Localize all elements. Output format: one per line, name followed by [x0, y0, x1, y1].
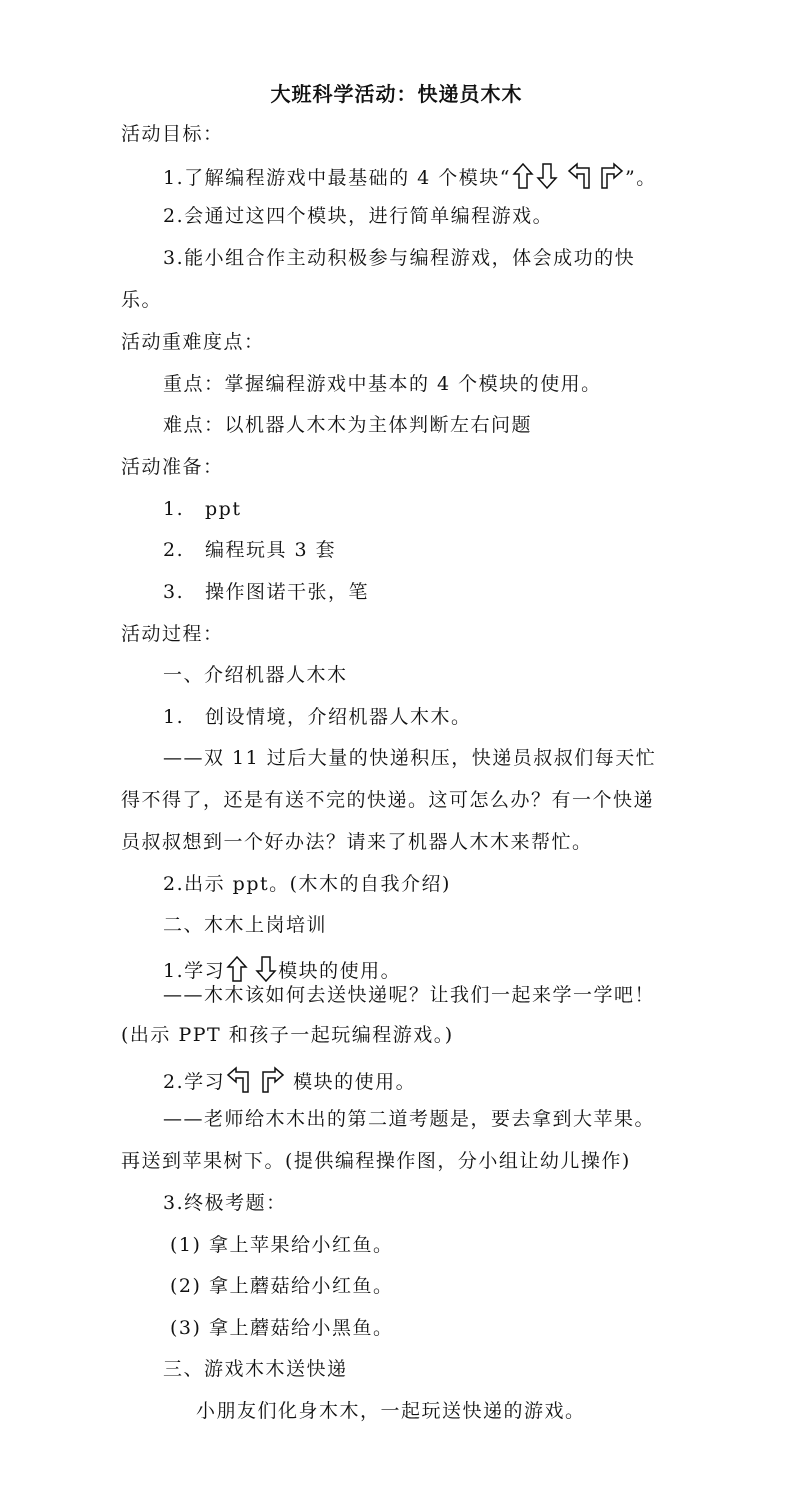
section-3-title: 三、游戏木木送快递	[163, 1358, 348, 1380]
final-question: (1) 拿上苹果给小红鱼。	[170, 1234, 394, 1256]
section-1-paragraph-line-3: 员叔叔想到一个好办法？请来了机器人木木来帮忙。	[121, 831, 593, 853]
section-2-item-2-suffix: 模块的使用。	[293, 1071, 417, 1093]
section-2-paragraph-2-line-2: 再送到苹果树下。(提供编程操作图，分小组让幼儿操作)	[121, 1150, 631, 1172]
arrow-down-icon	[255, 955, 277, 983]
section-2-item-3: 3.终极考题：	[163, 1192, 287, 1214]
goal-3-line-2: 乐。	[121, 289, 163, 311]
turn-left-icon	[226, 1066, 252, 1094]
arrow-down-icon	[536, 162, 558, 190]
section-1-item-1-text: 创设情境，介绍机器人木木。	[205, 706, 472, 728]
section-3-paragraph: 小朋友们化身木木，一起玩送快递的游戏。	[196, 1400, 586, 1422]
final-question: (3) 拿上蘑菇给小黑鱼。	[170, 1317, 394, 1339]
preparation-item	[163, 580, 369, 604]
section-2-item-1-suffix: 模块的使用。	[278, 960, 402, 982]
goal-1-prefix: 1.了解编程游戏中最基础的 4 个模块“	[163, 167, 512, 189]
section-1-title: 一、介绍机器人木木	[163, 664, 348, 686]
process-heading: 活动过程：	[121, 623, 224, 645]
section-2-paragraph-1-line-2: (出示 PPT 和孩子一起玩编程游戏。)	[121, 1024, 454, 1046]
section-2-paragraph-1-line-1: ——木木该如何去送快递呢？让我们一起来学一学吧！	[163, 984, 656, 1006]
section-1-item-1	[163, 705, 472, 729]
keypoint-focus: 重点：掌握编程游戏中基本的 4 个模块的使用。	[163, 373, 602, 395]
section-2-paragraph-2-line-1: ——老师给木木出的第二道考题是，要去拿到大苹果。	[163, 1108, 656, 1130]
section-2-item-2-prefix: 2.学习	[163, 1071, 226, 1093]
keypoints-heading: 活动重难度点：	[121, 331, 265, 353]
page-title: 大班科学活动：快递员木木	[270, 82, 523, 106]
section-1-paragraph-line-1: ——双 11 过后大量的快递积压，快递员叔叔们每天忙	[163, 747, 657, 769]
preparation-item-number: 3.	[163, 581, 185, 603]
goal-3-line-1: 3.能小组合作主动积极参与编程游戏，体会成功的快	[163, 247, 636, 269]
preparation-heading: 活动准备：	[121, 456, 224, 478]
section-2-item-2	[163, 1066, 416, 1094]
preparation-item	[163, 497, 241, 521]
keypoint-difficulty: 难点：以机器人木木为主体判断左右问题	[163, 414, 533, 436]
arrow-up-icon	[226, 955, 248, 983]
turn-right-icon	[259, 1066, 285, 1094]
section-2-item-1	[163, 955, 401, 983]
turn-right-icon	[598, 162, 624, 190]
preparation-item-text: 编程玩具 3 套	[205, 539, 337, 561]
section-2-item-1-prefix: 1.学习	[163, 960, 226, 982]
final-question: (2) 拿上蘑菇给小红鱼。	[170, 1275, 394, 1297]
goal-1-suffix: ”。	[625, 167, 657, 189]
preparation-item-text: 操作图诺干张，笔	[205, 581, 370, 603]
turn-left-icon	[567, 162, 593, 190]
goal-1	[163, 162, 657, 190]
preparation-item-number: 2.	[163, 539, 185, 561]
preparation-item-text: ppt	[205, 498, 242, 520]
section-1-paragraph-line-2: 得不得了，还是有送不完的快递。这可怎么办？有一个快递	[121, 789, 655, 811]
section-2-title: 二、木木上岗培训	[163, 914, 328, 936]
section-1-item-1-number: 1.	[163, 706, 185, 728]
goals-heading: 活动目标：	[121, 123, 224, 145]
arrow-up-icon	[512, 162, 534, 190]
goal-2: 2.会通过这四个模块，进行简单编程游戏。	[163, 205, 554, 227]
preparation-item	[163, 538, 336, 562]
preparation-item-number: 1.	[163, 498, 185, 520]
section-1-item-2: 2.出示 ppt。(木木的自我介绍)	[163, 873, 451, 895]
